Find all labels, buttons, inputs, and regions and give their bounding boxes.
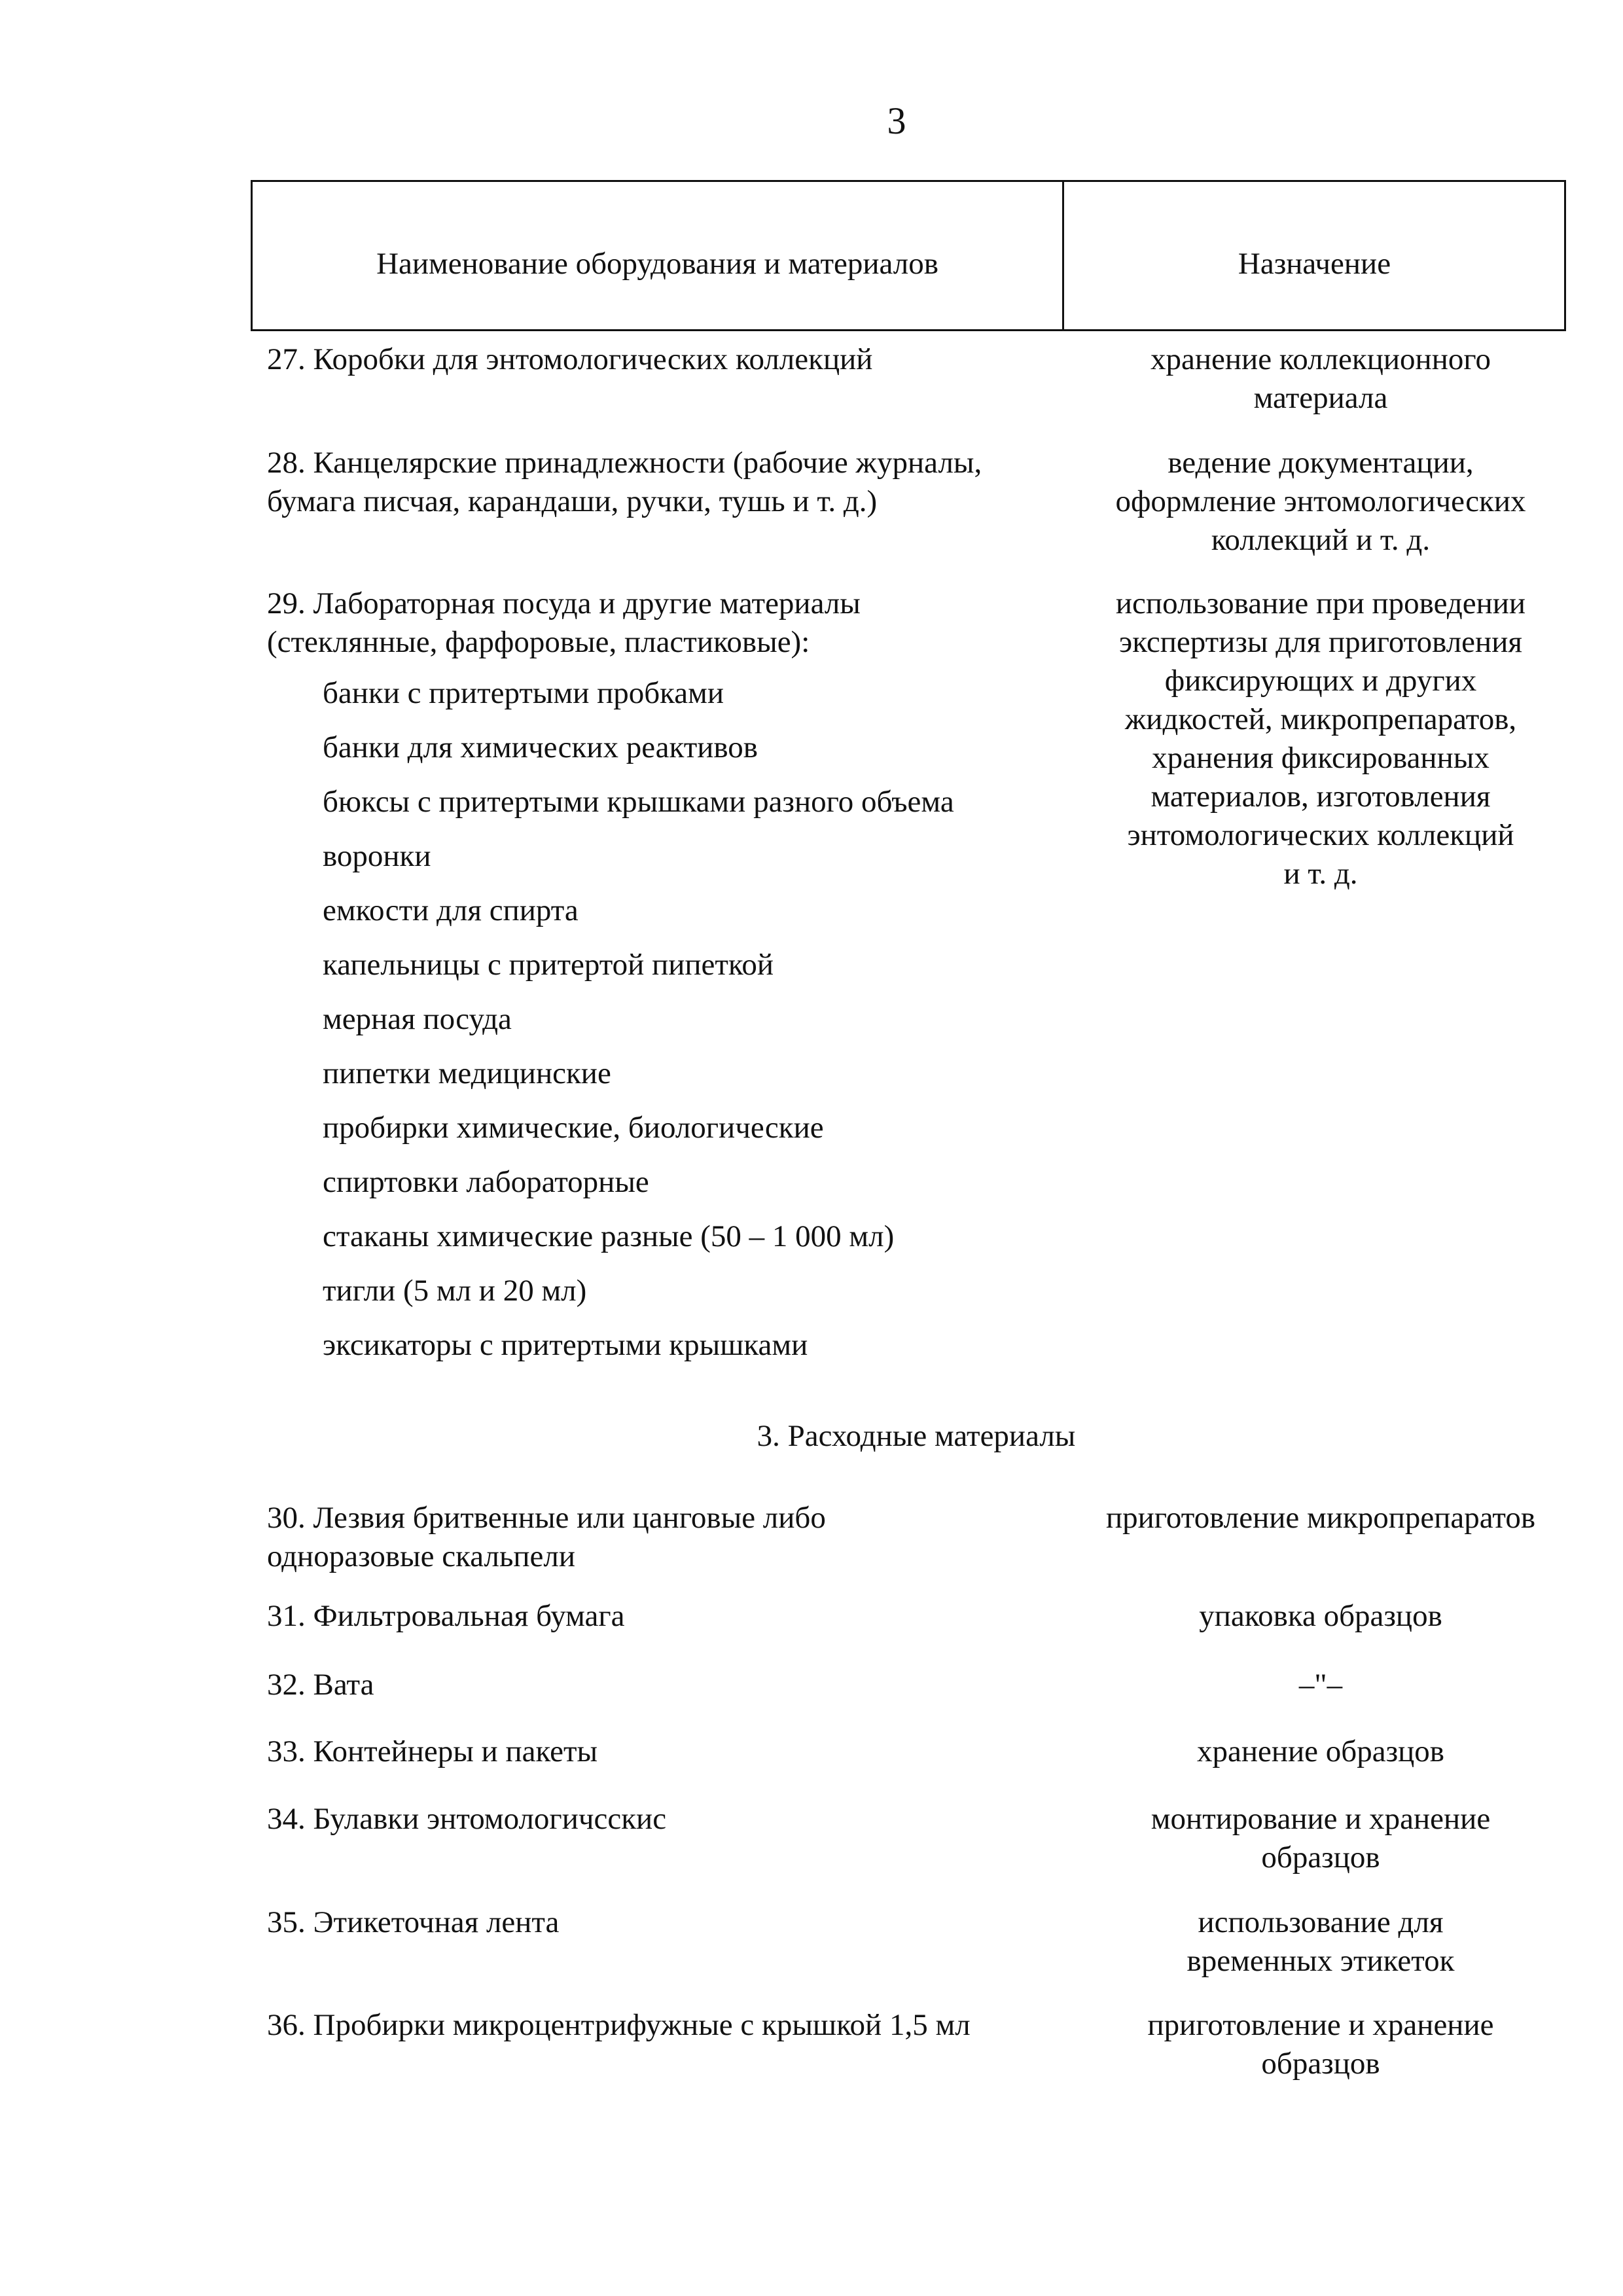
item-27-purpose (1072, 340, 1569, 418)
table-header-purpose-column: Назначение (1238, 247, 1391, 281)
purpose-line: образцов (1261, 1840, 1380, 1874)
sub-item: емкости для спирта (323, 893, 579, 927)
purpose-line: использование для (1198, 1905, 1444, 1939)
item-28-name (267, 444, 1065, 521)
purpose-line: коллекций и т. д. (1211, 523, 1431, 557)
purpose-line: временных этикеток (1186, 1944, 1455, 1978)
item-29-name (267, 584, 1065, 662)
name-line: 36. Пробирки микроцентрифужные с крышкой 1,5 мл (267, 2008, 971, 2042)
item-29-purpose (1072, 584, 1569, 893)
item-30-purpose (1072, 1499, 1569, 1537)
item-33-name (267, 1732, 1065, 1771)
purpose-line: хранение коллекционного (1150, 342, 1491, 376)
name-line: 33. Контейнеры и пакеты (267, 1734, 598, 1768)
item-32-name (267, 1666, 1065, 1704)
purpose-line: приготовление и хранение (1147, 2008, 1494, 2042)
name-line: 31. Фильтровальная бумага (267, 1599, 625, 1633)
item-36-purpose (1072, 2006, 1569, 2083)
name-line: (стеклянные, фарфоровые, пластиковые): (267, 625, 810, 659)
sub-item: капельницы с притертой пипеткой (323, 948, 774, 982)
purpose-line: приготовление микропрепаратов (1105, 1501, 1536, 1535)
item-36-name (267, 2006, 1065, 2045)
item-31-purpose (1072, 1597, 1569, 1636)
name-line: 30. Лезвия бритвенные или цанговые либо (267, 1501, 826, 1535)
item-35-name (267, 1903, 1065, 1942)
purpose-line: и т. д. (1283, 857, 1358, 891)
name-line: 29. Лабораторная посуда и другие материалы (267, 586, 861, 620)
sub-item: пробирки химические, биологические (323, 1111, 824, 1145)
purpose-line: жидкостей, микропрепаратов, (1124, 702, 1517, 736)
purpose-line: оформление энтомологических (1115, 484, 1526, 518)
table-header-name-column: Наименование оборудования и материалов (376, 247, 938, 281)
item-35-purpose (1072, 1903, 1569, 1981)
item-27-name: 27. Коробки для энтомологических коллекций (267, 342, 873, 376)
sub-item: эксикаторы с притертыми крышками (323, 1328, 808, 1362)
purpose-line: ведение документации, (1168, 446, 1474, 480)
purpose-line: хранение образцов (1197, 1734, 1444, 1768)
purpose-line: монтирование и хранение (1150, 1802, 1491, 1836)
item-34-purpose (1072, 1800, 1569, 1877)
sub-item: мерная посуда (323, 1002, 512, 1036)
name-line: одноразовые скальпели (267, 1539, 576, 1573)
sub-item: воронки (323, 839, 431, 873)
name-line: 28. Канцелярские принадлежности (рабочие журналы, (267, 446, 982, 480)
sub-item: стаканы химические разные (50 – 1 000 мл) (323, 1219, 895, 1253)
purpose-line: материала (1253, 381, 1388, 415)
item-30-name (267, 1499, 1065, 1576)
sub-item: бюксы с притертыми крышками разного объема (323, 785, 954, 819)
purpose-line: фиксирующих и других (1164, 664, 1477, 698)
sub-item: тигли (5 мл и 20 мл) (323, 1274, 587, 1308)
item-32-purpose (1072, 1666, 1569, 1704)
item-33-purpose (1072, 1732, 1569, 1771)
page-number: 3 (887, 99, 906, 142)
sub-item: пипетки медицинские (323, 1056, 611, 1090)
purpose-line: использование при проведении (1115, 586, 1526, 620)
sub-item: банки для химических реактивов (323, 730, 758, 764)
name-line: 35. Этикеточная лента (267, 1905, 560, 1939)
item-34-name (267, 1800, 1065, 1839)
name-line: 32. Вата (267, 1668, 374, 1702)
purpose-line: материалов, изготовления (1150, 780, 1491, 814)
item-31-name (267, 1597, 1065, 1636)
purpose-line: образцов (1261, 2047, 1380, 2081)
purpose-line: экспертизы для приготовления (1119, 625, 1522, 659)
purpose-line: хранения фиксированных (1152, 741, 1489, 775)
purpose-line: –"– (1298, 1668, 1343, 1702)
name-line: 34. Булавки энтомологичсскис (267, 1802, 667, 1836)
purpose-line: энтомологических коллекций (1127, 818, 1514, 852)
table-header (251, 180, 1566, 331)
sub-item: банки с притертыми пробками (323, 676, 724, 710)
sub-item: спиртовки лабораторные (323, 1165, 649, 1199)
name-line: бумага писчая, карандаши, ручки, тушь и т. д.) (267, 484, 878, 518)
item-28-purpose (1072, 444, 1569, 560)
purpose-line: упаковка образцов (1199, 1599, 1442, 1633)
section-title: 3. Расходные материалы (757, 1419, 1076, 1453)
